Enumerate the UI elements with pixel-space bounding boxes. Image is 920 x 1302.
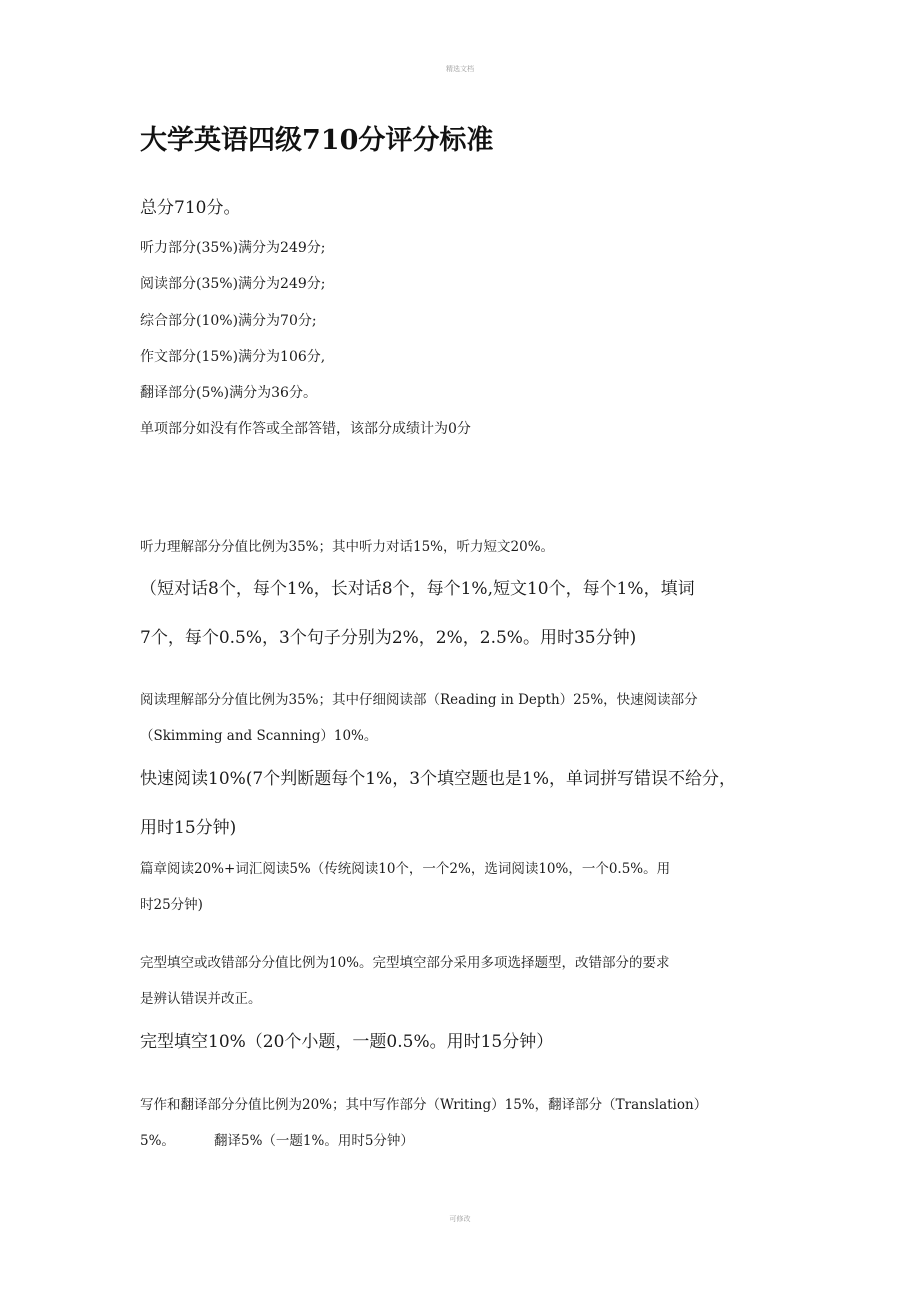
fast-reading-line1: 快速阅读10%(7个判断题每个1%，3个填空题也是1%，单词拼写错误不给分， — [140, 769, 736, 789]
passage-reading-line2: 时25分钟) — [140, 897, 203, 913]
reading-intro-line1: 阅读理解部分分值比例为35%；其中仔细阅读部（Reading in Depth）25%，快速阅读部分 — [140, 692, 698, 708]
passage-reading-line1: 篇章阅读20%+词汇阅读5%（传统阅读10个，一个2%，选词阅读10%，一个0.5%。用 — [140, 861, 671, 877]
cloze-intro-line2: 是辨认错误并改正。 — [140, 991, 262, 1007]
breakdown-integrated: 综合部分(10%)满分为70分; — [140, 313, 317, 329]
footer-watermark: 可修改 — [449, 1215, 471, 1223]
page-title: 大学英语四级710分评分标准 — [140, 125, 494, 156]
fast-reading-line2: 用时15分钟) — [140, 818, 237, 838]
listening-detail-line1: （短对话8个，每个1%，长对话8个，每个1%,短文10个，每个1%，填词 — [140, 579, 695, 599]
translation-detail: 翻译5%（一题1%。用时5分钟） — [214, 1133, 414, 1149]
writing-intro-line2a: 5%。 — [140, 1133, 175, 1149]
cloze-detail: 完型填空10%（20个小题，一题0.5%。用时15分钟） — [140, 1032, 554, 1052]
breakdown-writing: 作文部分(15%)满分为106分, — [140, 349, 326, 365]
total-score: 总分710分。 — [140, 198, 241, 218]
breakdown-translation: 翻译部分(5%)满分为36分。 — [140, 385, 317, 401]
cloze-intro-line1: 完型填空或改错部分分值比例为10%。完型填空部分采用多项选择题型，改错部分的要求 — [140, 955, 670, 971]
breakdown-listening: 听力部分(35%)满分为249分; — [140, 240, 326, 256]
breakdown-zero-rule: 单项部分如没有作答或全部答错，该部分成绩计为0分 — [140, 421, 471, 437]
writing-intro-line1: 写作和翻译部分分值比例为20%；其中写作部分（Writing）15%，翻译部分（Translation） — [140, 1097, 708, 1113]
header-watermark: 精选文档 — [446, 65, 474, 73]
listening-intro: 听力理解部分分值比例为35%；其中听力对话15%，听力短文20%。 — [140, 539, 555, 555]
reading-intro-line2: （Skimming and Scanning）10%。 — [140, 728, 378, 744]
listening-detail-line2: 7个，每个0.5%，3个句子分别为2%，2%，2.5%。用时35分钟) — [140, 628, 637, 648]
breakdown-reading: 阅读部分(35%)满分为249分; — [140, 276, 326, 292]
